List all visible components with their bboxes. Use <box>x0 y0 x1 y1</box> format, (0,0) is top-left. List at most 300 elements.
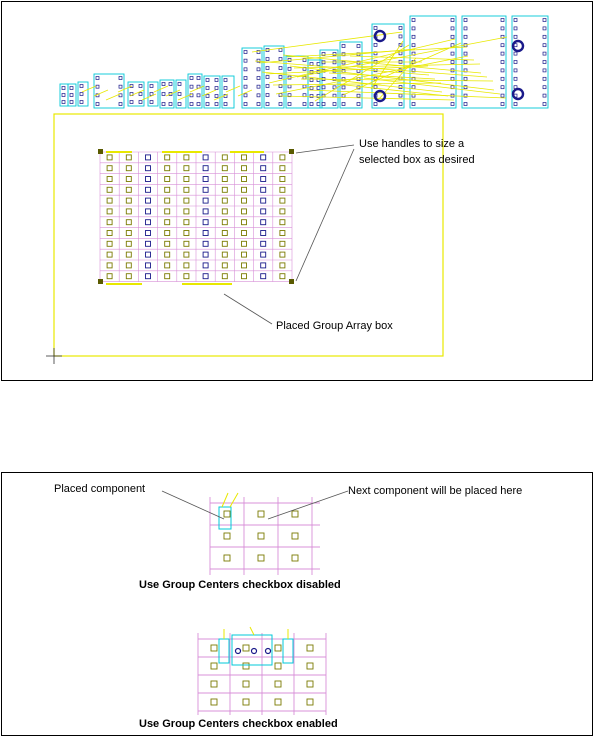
component-pad <box>203 155 208 160</box>
pad <box>279 58 282 61</box>
component-pad <box>203 274 208 279</box>
pad <box>279 67 282 70</box>
component-pad <box>261 209 266 214</box>
component-pad <box>165 166 170 171</box>
component-pad <box>243 663 249 669</box>
grid-group-centers-enabled <box>198 627 326 715</box>
pad <box>514 69 517 72</box>
component-pad <box>280 187 285 192</box>
component-pad <box>224 533 230 539</box>
component-pad <box>146 198 151 203</box>
component-pad <box>261 263 266 268</box>
component-pad <box>126 209 131 214</box>
component-pad <box>107 177 112 182</box>
component-pad <box>258 555 264 561</box>
pad <box>266 58 269 61</box>
pad <box>464 19 467 22</box>
component-pad <box>107 263 112 268</box>
pad <box>215 103 218 106</box>
annotation-array-box: Placed Group Array box <box>276 320 393 332</box>
component-pad <box>242 263 247 268</box>
component-pad <box>165 263 170 268</box>
component-pad <box>307 681 313 687</box>
pad <box>288 67 291 70</box>
component-pad <box>184 252 189 257</box>
pad <box>501 27 504 30</box>
component-pad <box>242 198 247 203</box>
pad <box>514 27 517 30</box>
component-pad <box>224 511 230 517</box>
pad <box>451 27 454 30</box>
resize-handle-icon[interactable] <box>289 149 294 154</box>
component-pad <box>146 231 151 236</box>
pad <box>357 103 360 106</box>
pad <box>303 103 306 106</box>
component-pad <box>261 166 266 171</box>
pointer-line <box>224 294 272 324</box>
component-pad <box>280 155 285 160</box>
component-pad <box>126 231 131 236</box>
bottom-figure-panel <box>1 472 593 736</box>
component-pad <box>126 198 131 203</box>
component-pad <box>107 209 112 214</box>
pad <box>206 87 209 90</box>
pad <box>119 77 122 80</box>
pad <box>266 103 269 106</box>
pad <box>62 94 65 97</box>
pad <box>310 63 313 66</box>
resize-handle-icon[interactable] <box>98 279 103 284</box>
pad <box>342 86 345 89</box>
pad <box>80 85 83 88</box>
pad <box>501 61 504 64</box>
component-pad <box>146 187 151 192</box>
pcb-layout-canvas-bottom <box>2 473 592 735</box>
component-pad <box>126 177 131 182</box>
component-pad <box>242 177 247 182</box>
pointer-line <box>162 491 224 519</box>
pad <box>451 52 454 55</box>
component-pad <box>146 274 151 279</box>
component-pad <box>222 187 227 192</box>
pad <box>206 95 209 98</box>
pad <box>464 35 467 38</box>
ratsnest-line <box>118 86 132 92</box>
component-pad <box>107 187 112 192</box>
component-pad <box>275 645 281 651</box>
pad <box>130 101 133 104</box>
pad <box>266 67 269 70</box>
component-pad <box>126 263 131 268</box>
ratsnest-line <box>94 90 108 96</box>
pad <box>543 35 546 38</box>
component-pad <box>146 220 151 225</box>
pad <box>279 49 282 52</box>
pad <box>266 76 269 79</box>
component-pad <box>184 187 189 192</box>
component-pad <box>275 663 281 669</box>
component-pad <box>165 220 170 225</box>
component-pad <box>242 241 247 246</box>
pad <box>96 103 99 106</box>
pad <box>206 79 209 82</box>
pad <box>514 52 517 55</box>
pad <box>514 35 517 38</box>
component-pad <box>242 274 247 279</box>
pad <box>257 94 260 97</box>
pad <box>150 85 153 88</box>
pad <box>162 83 165 86</box>
pad <box>412 103 415 106</box>
pad <box>464 61 467 64</box>
component-array-grid <box>100 152 292 284</box>
component-pad <box>165 198 170 203</box>
component-pad <box>242 166 247 171</box>
pad <box>543 86 546 89</box>
pointer-line <box>296 145 354 153</box>
component-pad <box>211 681 217 687</box>
pad <box>374 27 377 30</box>
component-pad <box>242 231 247 236</box>
pad <box>317 87 320 90</box>
pad <box>543 77 546 80</box>
pad <box>543 19 546 22</box>
component-pad <box>261 177 266 182</box>
pad <box>244 68 247 71</box>
component-pad <box>222 198 227 203</box>
component-pad <box>261 187 266 192</box>
component-pad <box>275 681 281 687</box>
component-pad <box>280 231 285 236</box>
ratsnest-line <box>214 94 228 100</box>
pad <box>333 94 336 97</box>
pad <box>501 103 504 106</box>
pad <box>464 52 467 55</box>
pad <box>244 77 247 80</box>
pad <box>244 103 247 106</box>
component-pad <box>107 231 112 236</box>
footprint-outline <box>68 84 76 106</box>
component-pad <box>107 241 112 246</box>
pad <box>288 85 291 88</box>
pad <box>412 19 415 22</box>
component-pad <box>146 241 151 246</box>
component-pad <box>242 209 247 214</box>
component-pad <box>222 241 227 246</box>
pad <box>543 61 546 64</box>
pad <box>322 103 325 106</box>
crosshair-icon <box>46 348 62 364</box>
component-pad <box>242 252 247 257</box>
pad <box>169 83 172 86</box>
pad <box>215 79 218 82</box>
label-placed-component: Placed component <box>54 483 146 495</box>
pad <box>322 86 325 89</box>
component-pad <box>211 699 217 705</box>
pad <box>399 27 402 30</box>
pad <box>139 85 142 88</box>
pad <box>150 101 153 104</box>
pad <box>244 94 247 97</box>
mounting-hole <box>375 91 385 101</box>
pad <box>119 103 122 106</box>
component-pad <box>126 241 131 246</box>
component-pad <box>184 166 189 171</box>
pad <box>70 94 73 97</box>
component-pad <box>261 155 266 160</box>
pad <box>244 51 247 54</box>
ratsnest-line <box>226 86 240 92</box>
pad <box>342 61 345 64</box>
pad <box>197 103 200 106</box>
component-pad <box>280 166 285 171</box>
pad <box>543 69 546 72</box>
grid-group-centers-disabled <box>210 493 320 575</box>
pad <box>80 93 83 96</box>
label-next-component: Next component will be placed here <box>348 485 523 497</box>
pad <box>70 101 73 104</box>
pointer-line <box>268 491 348 519</box>
component-pad <box>280 177 285 182</box>
component-pad <box>126 166 131 171</box>
component-pad <box>280 220 285 225</box>
footprint-outline <box>60 84 68 106</box>
pad <box>501 86 504 89</box>
pad <box>399 103 402 106</box>
component-pad <box>184 231 189 236</box>
component-pad <box>261 274 266 279</box>
pad <box>257 85 260 88</box>
pad <box>399 35 402 38</box>
footprint-outline <box>128 82 144 106</box>
component-pad <box>184 220 189 225</box>
pad <box>266 85 269 88</box>
component-pad <box>292 555 298 561</box>
pad <box>464 77 467 80</box>
annotation-handles-line2: selected box as desired <box>359 154 475 166</box>
component-pad <box>222 220 227 225</box>
component-pad <box>203 198 208 203</box>
ratsnest-line <box>154 86 168 92</box>
component-pad <box>222 155 227 160</box>
component-pad <box>184 177 189 182</box>
pad <box>451 19 454 22</box>
pad <box>244 85 247 88</box>
component-pad <box>203 177 208 182</box>
component-pad <box>280 241 285 246</box>
component-pad <box>243 681 249 687</box>
component-pad <box>280 263 285 268</box>
pad <box>139 101 142 104</box>
component-pad <box>307 663 313 669</box>
pad <box>357 94 360 97</box>
component-pad <box>107 198 112 203</box>
pad <box>257 77 260 80</box>
pad <box>244 59 247 62</box>
component-pad <box>203 252 208 257</box>
pad <box>190 77 193 80</box>
component-pad <box>184 155 189 160</box>
component-pad <box>126 187 131 192</box>
component-pad <box>203 231 208 236</box>
pad <box>501 44 504 47</box>
pad <box>342 45 345 48</box>
component-pad <box>146 177 151 182</box>
ratsnest-line <box>238 90 252 96</box>
component-pad <box>222 166 227 171</box>
component-pad <box>222 231 227 236</box>
pad <box>303 85 306 88</box>
pad <box>357 45 360 48</box>
component-pad <box>243 699 249 705</box>
pad <box>543 52 546 55</box>
component-pad <box>222 263 227 268</box>
component-pad <box>203 263 208 268</box>
placed-component-outline <box>219 507 231 529</box>
component-pad <box>184 241 189 246</box>
ratsnest-line <box>280 96 454 100</box>
component-pad <box>280 209 285 214</box>
pad <box>514 77 517 80</box>
pad <box>224 87 227 90</box>
component-pad <box>107 166 112 171</box>
component-outline <box>219 639 229 663</box>
component-pad <box>146 155 151 160</box>
pad <box>543 94 546 97</box>
component-pad <box>165 252 170 257</box>
component-pad <box>146 166 151 171</box>
component-pad <box>107 252 112 257</box>
component-pad <box>280 252 285 257</box>
pad <box>257 68 260 71</box>
pad <box>162 93 165 96</box>
pad <box>96 77 99 80</box>
component-pad <box>126 220 131 225</box>
annotation-handles-line1: Use handles to size a <box>359 138 465 150</box>
resize-handle-icon[interactable] <box>98 149 103 154</box>
component-pad <box>261 231 266 236</box>
pad <box>501 77 504 80</box>
pad <box>266 94 269 97</box>
via <box>252 649 257 654</box>
pad <box>464 27 467 30</box>
component-pad <box>126 274 131 279</box>
pad <box>412 35 415 38</box>
pad <box>190 85 193 88</box>
pad <box>279 76 282 79</box>
pad <box>451 103 454 106</box>
pad <box>279 103 282 106</box>
pad <box>374 103 377 106</box>
pad <box>374 43 377 46</box>
pad <box>224 103 227 106</box>
footprint-outline <box>512 16 548 108</box>
component-pad <box>280 274 285 279</box>
via <box>266 649 271 654</box>
component-strip <box>60 16 548 108</box>
component-pad <box>203 187 208 192</box>
top-figure-panel <box>1 1 593 381</box>
pad <box>333 103 336 106</box>
pad <box>501 69 504 72</box>
component-pad <box>222 177 227 182</box>
pad <box>412 44 415 47</box>
pad <box>514 103 517 106</box>
component-pad <box>203 166 208 171</box>
trace <box>230 493 238 507</box>
pad <box>169 103 172 106</box>
component-pad <box>224 555 230 561</box>
component-pad <box>107 155 112 160</box>
pad <box>514 61 517 64</box>
component-pad <box>107 220 112 225</box>
pad <box>206 103 209 106</box>
component-pad <box>275 699 281 705</box>
pad <box>310 103 313 106</box>
component-pad <box>242 155 247 160</box>
pad <box>543 27 546 30</box>
component-pad <box>211 645 217 651</box>
component-pad <box>126 155 131 160</box>
pad <box>162 103 165 106</box>
pad <box>70 87 73 90</box>
component-pad <box>165 177 170 182</box>
pad <box>412 27 415 30</box>
component-pad <box>165 187 170 192</box>
component-pad <box>165 231 170 236</box>
pad <box>197 94 200 97</box>
pad <box>451 61 454 64</box>
pad <box>317 63 320 66</box>
component-pad <box>242 220 247 225</box>
pad <box>119 85 122 88</box>
pad <box>501 94 504 97</box>
component-pad <box>258 533 264 539</box>
resize-handle-icon[interactable] <box>289 279 294 284</box>
component-pad <box>203 220 208 225</box>
ratsnest-line <box>106 94 120 100</box>
pad <box>501 19 504 22</box>
component-outline <box>283 639 293 663</box>
pad <box>178 103 181 106</box>
component-pad <box>126 252 131 257</box>
pad <box>464 103 467 106</box>
component-pad <box>222 274 227 279</box>
pad <box>543 44 546 47</box>
trace <box>250 627 254 635</box>
component-pad <box>211 663 217 669</box>
component-pad <box>292 533 298 539</box>
component-pad <box>307 699 313 705</box>
pad <box>399 94 402 97</box>
pad <box>62 101 65 104</box>
caption-centers-disabled: Use Group Centers checkbox disabled <box>139 579 341 591</box>
footprint-outline <box>264 46 284 108</box>
pad <box>96 85 99 88</box>
caption-centers-enabled: Use Group Centers checkbox enabled <box>139 718 338 730</box>
pad <box>215 95 218 98</box>
component-pad <box>261 198 266 203</box>
component-pad <box>165 241 170 246</box>
pad <box>317 103 320 106</box>
via <box>236 649 241 654</box>
pad <box>178 93 181 96</box>
component-pad <box>184 209 189 214</box>
footprint-outline <box>242 48 262 108</box>
component-pad <box>184 274 189 279</box>
pad <box>80 101 83 104</box>
pad <box>178 83 181 86</box>
